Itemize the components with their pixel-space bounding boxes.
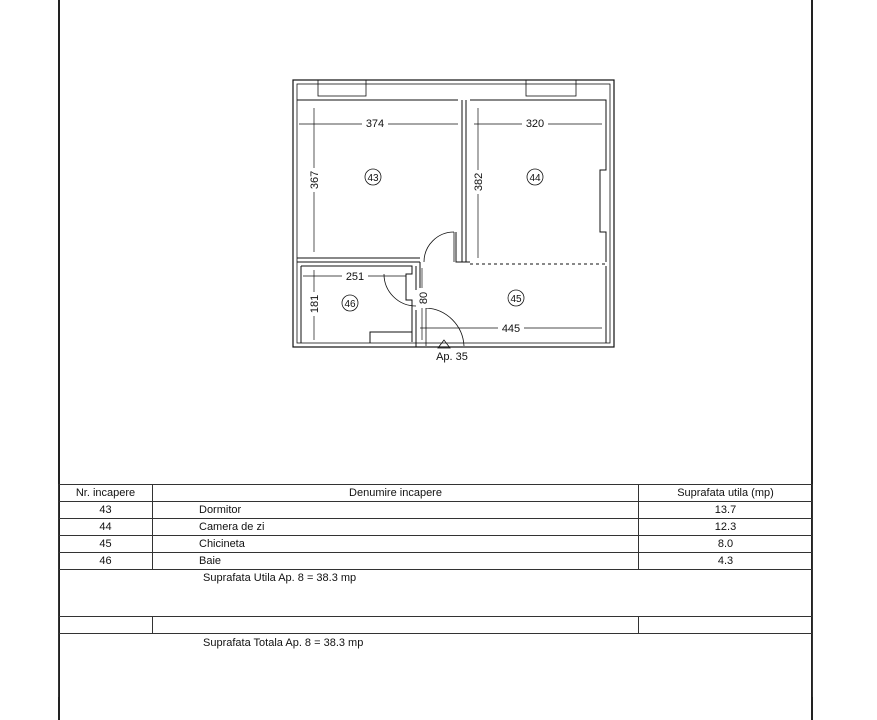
room-label-45: 45 — [510, 294, 522, 305]
cell-name: Chicineta — [153, 536, 639, 553]
dim-room45-width: 445 — [501, 323, 521, 335]
useful-total-row — [59, 570, 813, 617]
dim-room43-width: 374 — [365, 118, 385, 130]
rooms-table — [58, 484, 813, 697]
grand-total-row — [59, 634, 813, 698]
blank-row — [59, 617, 813, 634]
room-label-43: 43 — [367, 173, 379, 184]
cell-nr: 46 — [59, 553, 153, 570]
dim-door-width: 80 — [418, 291, 430, 305]
apartment-entrance-label: Ap. 35 — [436, 351, 468, 363]
outer-walls — [293, 80, 614, 347]
room-label-46: 46 — [344, 299, 356, 310]
cell-name: Camera de zi — [153, 519, 639, 536]
header-name: Denumire incapere — [153, 485, 639, 502]
room-label-44: 44 — [529, 173, 541, 184]
dim-room43-height: 367 — [309, 170, 321, 190]
cell-name: Baie — [153, 553, 639, 570]
table-header — [59, 485, 813, 502]
useful-total: Suprafata Utila Ap. 8 = 38.3 mp — [59, 570, 813, 617]
cell-area: 4.3 — [639, 553, 813, 570]
table-row — [59, 553, 813, 570]
header-nr: Nr. incapere — [59, 485, 153, 502]
cell-area: 8.0 — [639, 536, 813, 553]
blank-cell — [153, 617, 639, 634]
blank-cell — [639, 617, 813, 634]
table-row — [59, 502, 813, 519]
cell-nr: 44 — [59, 519, 153, 536]
room-markers — [342, 169, 543, 311]
cell-name: Dormitor — [153, 502, 639, 519]
cell-nr: 45 — [59, 536, 153, 553]
dim-room44-width: 320 — [525, 118, 545, 130]
windows — [318, 80, 576, 96]
blank-cell — [59, 617, 153, 634]
dim-room46-height: 181 — [309, 294, 321, 314]
cell-area: 13.7 — [639, 502, 813, 519]
table-row — [59, 519, 813, 536]
dim-room46-width: 251 — [345, 271, 365, 283]
interior-walls — [297, 100, 606, 347]
table-row — [59, 536, 813, 553]
cell-area: 12.3 — [639, 519, 813, 536]
grand-total: Suprafata Totala Ap. 8 = 38.3 mp — [59, 634, 813, 698]
dim-room44-height: 382 — [473, 172, 485, 192]
cell-nr: 43 — [59, 502, 153, 519]
header-area: Suprafata utila (mp) — [639, 485, 813, 502]
